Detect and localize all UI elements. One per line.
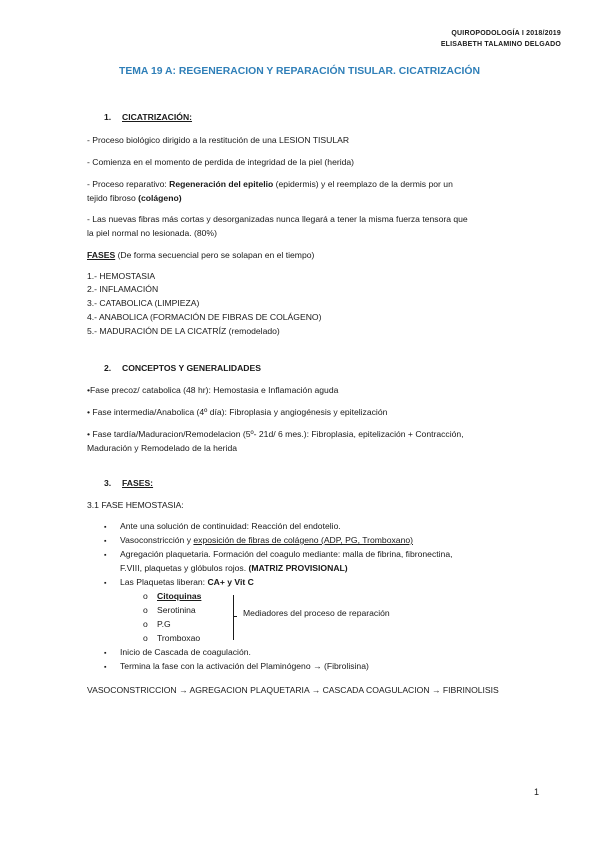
- section-3-heading: [104, 479, 153, 488]
- list-item: [104, 662, 369, 671]
- circle-bullet-icon: o: [143, 591, 148, 601]
- paragraph: [87, 180, 453, 189]
- page-number: 1: [533, 787, 539, 797]
- list-item-text: Inicio de Cascada de coagulación.: [120, 647, 251, 657]
- list-item-text: F.VIII, plaquetas y glóbulos rojos.: [120, 563, 249, 573]
- phase-item: 2.- INFLAMACIÓN: [87, 284, 159, 294]
- sub-list-item: [143, 606, 196, 615]
- square-bullet-icon: ▪: [104, 538, 107, 545]
- sub-list-item: [143, 634, 200, 643]
- bold-text: CA+ y Vit C: [207, 577, 254, 587]
- paragraph: - Las nuevas fibras más cortas y desorganizadas nunca llegará a tener la misma fuerza tensora que: [87, 214, 468, 224]
- phase-item: 5.- MADURACIÓN DE LA CICATRÍZ (remodelado): [87, 326, 280, 336]
- list-item-text: Termina la fase con la activación del Plaminógeno → (Fibrolisina): [120, 661, 369, 671]
- sub-list-item-text: Serotinina: [157, 605, 196, 615]
- sub-list-item-text: P.G: [157, 619, 171, 629]
- section-1-number: 1.: [104, 112, 112, 122]
- circle-bullet-icon: o: [143, 633, 148, 643]
- phase-item: 3.- CATABOLICA (LIMPIEZA): [87, 298, 200, 308]
- underlined-text: exposición de fibras de colágeno (ADP, PG, Tromboxano): [193, 535, 413, 545]
- paragraph: [87, 194, 182, 203]
- page-title: TEMA 19 A: REGENERACION Y REPARACIÓN TISULAR. CICATRIZACIÓN: [119, 66, 480, 77]
- list-item: [104, 578, 254, 587]
- circle-bullet-icon: o: [143, 605, 148, 615]
- text: tejido fibroso: [87, 193, 139, 203]
- header-author: ELISABETH TALAMINO DELGADO: [440, 41, 561, 48]
- paragraph: la piel normal no lesionada. (80%): [87, 228, 217, 238]
- phase-item: 1.- HEMOSTASIA: [87, 271, 156, 281]
- circle-bullet-icon: o: [143, 619, 148, 629]
- square-bullet-icon: ▪: [104, 650, 107, 657]
- paragraph: Maduración y Remodelado de la herida: [87, 443, 238, 453]
- square-bullet-icon: ▪: [104, 664, 107, 671]
- square-bullet-icon: ▪: [104, 524, 107, 531]
- section-3-number: 3.: [104, 478, 112, 488]
- list-item-text: Las Plaquetas liberan:: [120, 577, 208, 587]
- list-item: [104, 550, 453, 559]
- list-item: [104, 536, 413, 545]
- section-2-title: CONCEPTOS Y GENERALIDADES: [122, 363, 261, 373]
- fases-note: (De forma secuencial pero se solapan en el tiempo): [115, 250, 315, 260]
- section-2-heading: [104, 364, 261, 373]
- bold-text: Regeneración del epitelio: [169, 179, 274, 189]
- sub-list-item-text: Tromboxao: [157, 633, 201, 643]
- text: (epidermis) y el reemplazo de la dermis por un: [273, 179, 453, 189]
- section-2-number: 2.: [104, 363, 112, 373]
- section-1-heading: [104, 113, 192, 122]
- list-item-continuation: [120, 564, 348, 573]
- bold-text: (MATRIZ PROVISIONAL): [248, 563, 348, 573]
- list-item-text: Agregación plaquetaria. Formación del coagulo mediante: malla de fibrina, fibronectina,: [120, 549, 453, 559]
- sub-list-item: [143, 620, 171, 629]
- list-item: [104, 522, 341, 531]
- phase-item: 4.- ANABOLICA (FORMACIÓN DE FIBRAS DE COLÁGENO): [87, 312, 322, 322]
- list-item: [104, 648, 251, 657]
- paragraph: - Proceso biológico dirigido a la restitución de una LESION TISULAR: [87, 135, 350, 145]
- square-bullet-icon: ▪: [104, 552, 107, 559]
- sub-list-item-text: Citoquinas: [157, 591, 202, 601]
- paragraph: • Fase intermedia/Anabolica (4º día): Fibroplasia y angiogénesis y epitelización: [87, 407, 388, 417]
- sub-list-item: [143, 592, 201, 601]
- subsection-heading: 3.1 FASE HEMOSTASIA:: [87, 500, 184, 510]
- paragraph: - Comienza en el momento de perdida de integridad de la piel (herida): [87, 157, 355, 167]
- paragraph: • Fase tardía/Maduracion/Remodelacion (5º- 21d/ 6 mes.): Fibroplasia, epitelización + Contracción,: [87, 429, 464, 439]
- bold-text: (colágeno): [138, 193, 182, 203]
- fases-line: [87, 251, 314, 260]
- mediators-label: Mediadores del proceso de reparación: [243, 608, 390, 618]
- header-course: QUIROPODOLOGÍA I 2018/2019: [451, 30, 561, 37]
- fases-label: FASES: [87, 250, 116, 260]
- section-3-title: FASES:: [122, 478, 154, 488]
- list-item-text: Ante una solución de continuidad: Reacción del endotelio.: [120, 521, 341, 531]
- section-1-title: CICATRIZACIÓN:: [122, 112, 193, 122]
- summary-line: VASOCONSTRICCION → AGREGACION PLAQUETARIA → CASCADA COAGULACION → FIBRINOLISIS: [87, 685, 499, 695]
- text: - Proceso reparativo:: [87, 179, 170, 189]
- square-bullet-icon: ▪: [104, 580, 107, 587]
- brace-icon: [227, 595, 234, 640]
- list-item-text: Vasoconstricción y: [120, 535, 194, 545]
- paragraph: •Fase precoz/ catabolica (48 hr): Hemostasia e Inflamación aguda: [87, 385, 339, 395]
